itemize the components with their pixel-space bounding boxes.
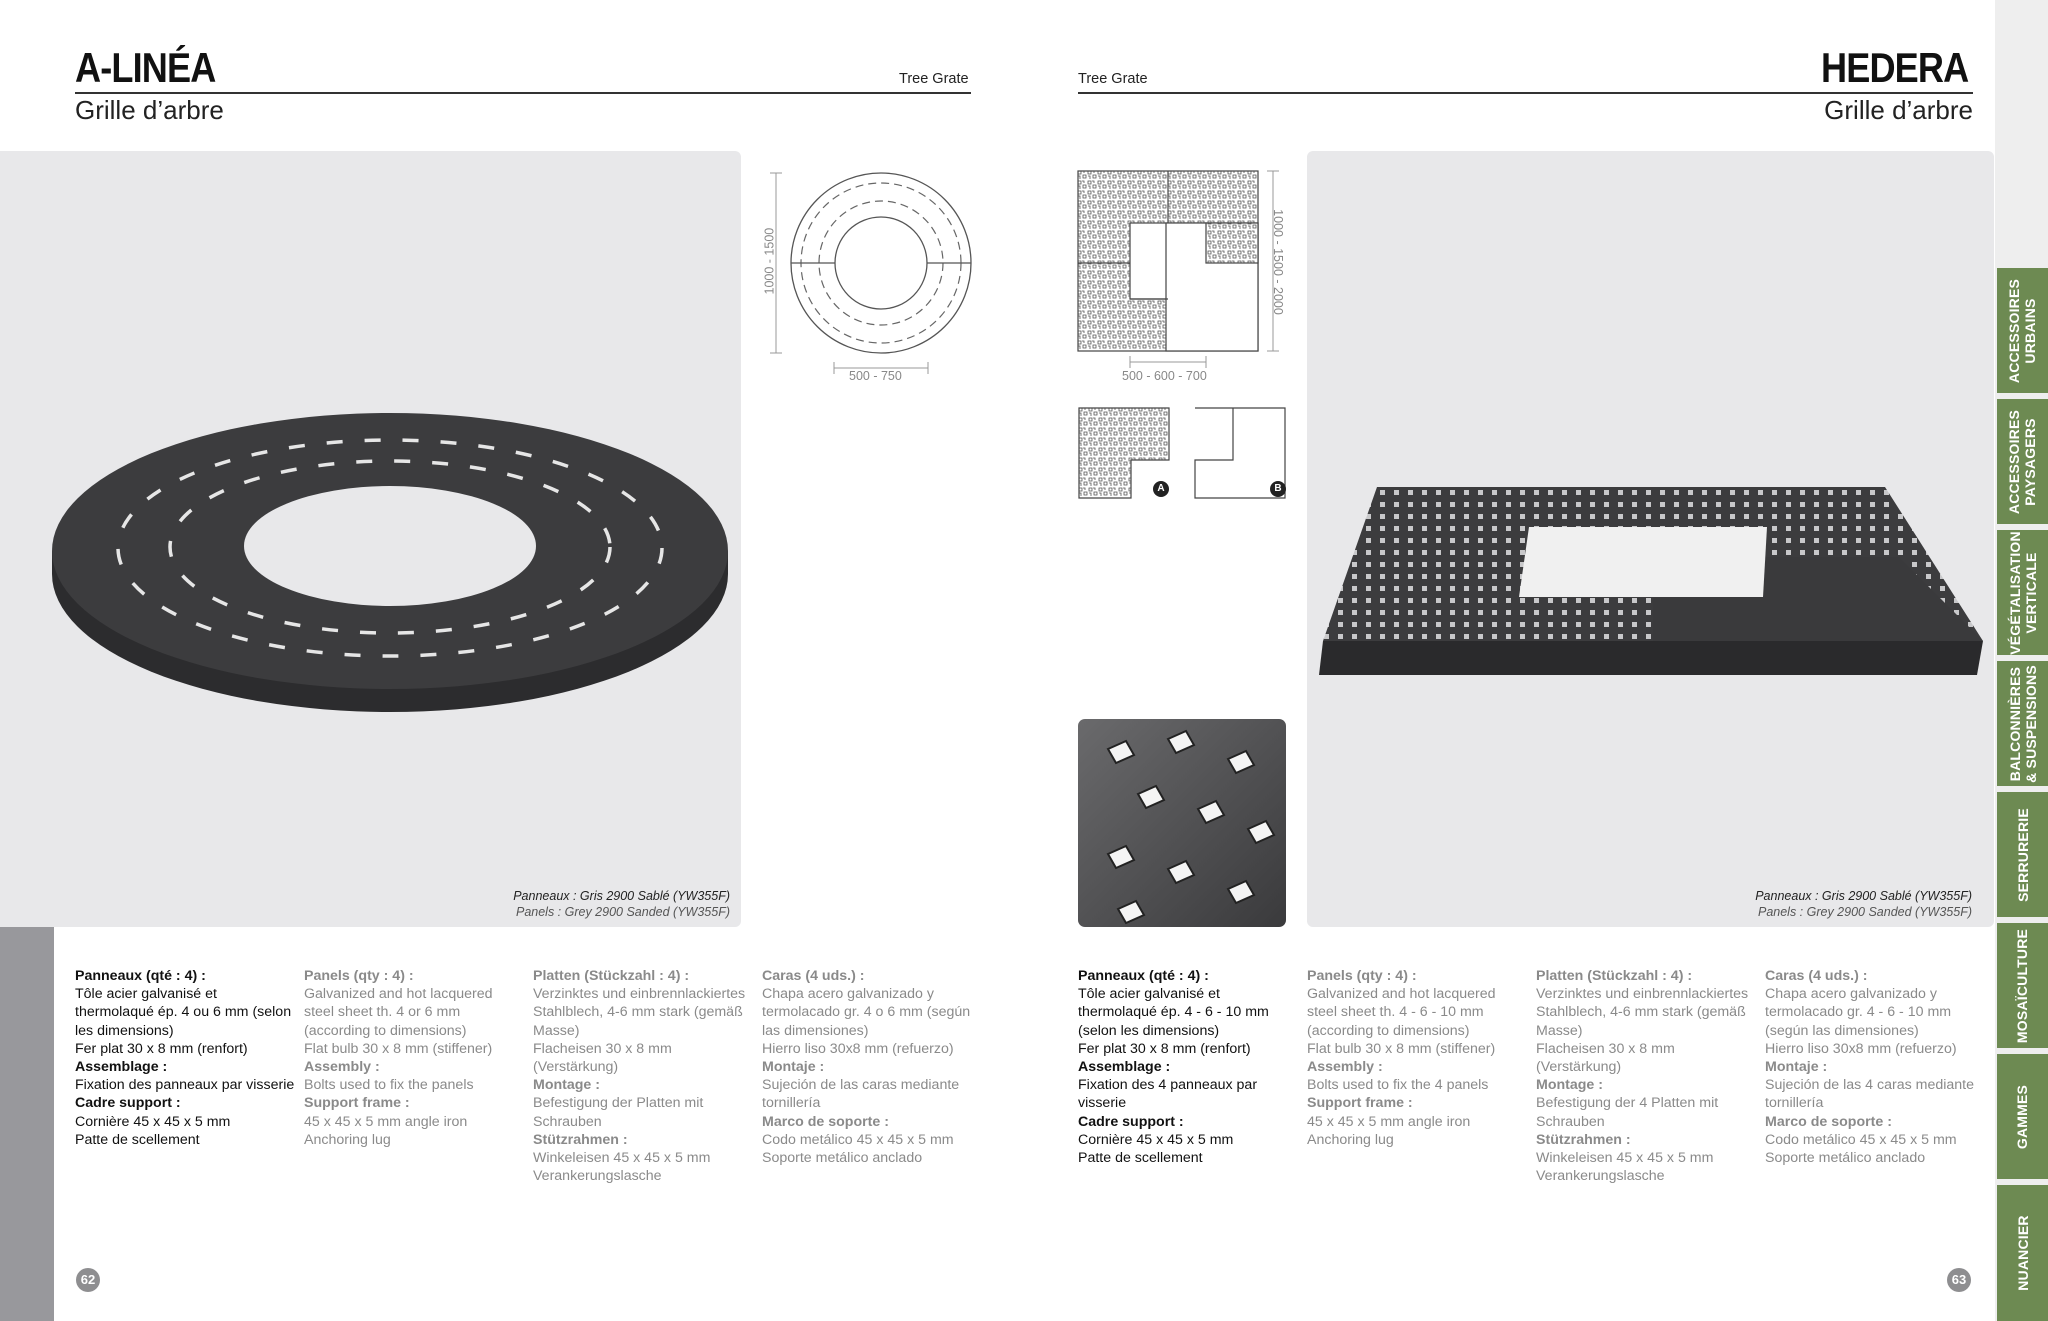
- spec-line: Bolts used to fix the 4 panels: [1307, 1077, 1489, 1094]
- panel-marker-b: B: [1270, 481, 1286, 497]
- spec-line: Cornière 45 x 45 x 5 mm: [1078, 1131, 1234, 1148]
- spec-heading: Montage :: [533, 1077, 600, 1094]
- spec-line: Fer plat 30 x 8 mm (renfort): [1078, 1040, 1251, 1057]
- left-product-subtitle: Grille d’arbre: [75, 95, 224, 125]
- right-specs-es: [1765, 967, 1987, 1167]
- left-header-rule: [75, 92, 971, 94]
- tab-label-line: VERTICALE: [2022, 551, 2039, 634]
- tab-label: [2015, 1084, 2031, 1148]
- right-category-label: Tree Grate: [1078, 71, 1148, 87]
- left-dim-vertical: 1000 - 1500: [762, 227, 777, 295]
- tab-label: [2015, 928, 2031, 1042]
- left-product-title: A-LINÉA: [75, 44, 216, 91]
- right-header-rule: [1078, 92, 1973, 94]
- right-specs-en: [1307, 967, 1529, 1149]
- tab-accessoires-urbains[interactable]: [1997, 268, 2048, 393]
- left-caption-line-2: Panels : Grey 2900 Sanded (YW355F): [515, 905, 730, 919]
- left-dim-horizontal: 500 - 750: [849, 369, 902, 383]
- tab-label-line: VÉGÉTALISATION: [2006, 530, 2023, 655]
- left-specs-de: [533, 967, 755, 1185]
- spec-line: 45 x 45 x 5 mm angle iron: [304, 1113, 468, 1130]
- spec-line: Fixation des 4 panneaux par visserie: [1078, 1077, 1258, 1112]
- spec-line: Patte de scellement: [1078, 1150, 1203, 1167]
- left-specs-es: [762, 967, 984, 1167]
- tab-label-line: PAYSAGERS: [2022, 417, 2039, 506]
- spec-line: Cornière 45 x 45 x 5 mm: [75, 1113, 231, 1130]
- spec-line: Winkeleisen 45 x 45 x 5 mm: [1536, 1150, 1714, 1167]
- tab-vegetalisation-verticale[interactable]: [1997, 530, 2048, 655]
- spec-heading: Support frame :: [1307, 1095, 1413, 1112]
- spec-line: Flacheisen 30 x 8 mm (Verstärkung): [533, 1040, 672, 1076]
- spec-heading: Assemblage :: [75, 1059, 168, 1076]
- spec-line: Patte de scellement: [75, 1131, 200, 1148]
- right-specs-fr: [1078, 967, 1300, 1167]
- spec-line: Codo metálico 45 x 45 x 5 mm: [1765, 1131, 1957, 1148]
- closeup-detail-photo: [1078, 719, 1286, 927]
- spec-heading: Assemblage :: [1078, 1059, 1171, 1076]
- spec-heading: Caras (4 uds.) :: [762, 968, 865, 984]
- left-page-number: 62: [76, 1268, 100, 1292]
- left-specs-en: [304, 967, 526, 1149]
- spec-line: Flacheisen 30 x 8 mm (Verstärkung): [1536, 1040, 1675, 1076]
- spec-line: Chapa acero galvanizado y termolacado gr. 4 o 6 mm (según las dimensiones): [762, 986, 971, 1039]
- tab-label: [2007, 278, 2039, 382]
- spec-line: 45 x 45 x 5 mm angle iron: [1307, 1113, 1471, 1130]
- right-specs-de: [1536, 967, 1758, 1185]
- tab-nuancier[interactable]: [1997, 1185, 2048, 1321]
- section-tabs: [1995, 0, 2048, 1321]
- spec-heading: Montage :: [1536, 1077, 1603, 1094]
- left-specs-fr: [75, 967, 297, 1149]
- spec-line: Soporte metálico anclado: [1765, 1150, 1926, 1167]
- right-page-number: 63: [1947, 1268, 1971, 1292]
- spec-line: Codo metálico 45 x 45 x 5 mm: [762, 1131, 954, 1148]
- spec-heading: Platten (Stückzahl : 4) :: [533, 968, 690, 984]
- spec-line: Verzinktes und einbrennlackiertes Stahlblech, 4-6 mm stark (gemäß Masse): [1536, 986, 1749, 1039]
- spec-line: Hierro liso 30x8 mm (refuerzo): [1765, 1040, 1957, 1057]
- spec-line: Sujeción de las caras mediante tornillería: [762, 1077, 960, 1112]
- right-caption-line-2: Panels : Grey 2900 Sanded (YW355F): [1757, 905, 1972, 919]
- tab-gammes[interactable]: [1997, 1054, 2048, 1179]
- spec-heading: Panels (qty : 4) :: [304, 968, 414, 984]
- spec-line: Bolts used to fix the panels: [304, 1077, 474, 1094]
- spec-heading: Stützrahmen :: [1536, 1131, 1631, 1148]
- spec-heading: Assembly :: [1307, 1059, 1383, 1076]
- tab-label: [2015, 808, 2031, 902]
- tab-label-line: BALCONNIÈRES: [2006, 666, 2023, 781]
- tab-label-line: SERRURERIE: [2014, 807, 2031, 902]
- spec-line: Soporte metálico anclado: [762, 1150, 923, 1167]
- right-dim-vertical: 1000 - 1500 - 2000: [1271, 209, 1285, 315]
- spec-line: Flat bulb 30 x 8 mm (stiffener): [304, 1040, 493, 1057]
- tab-label-line: URBAINS: [2022, 297, 2039, 364]
- spec-heading: Support frame :: [304, 1095, 410, 1112]
- spec-line: Galvanized and hot lacquered steel sheet th. 4 or 6 mm (according to dimensions): [304, 986, 493, 1039]
- spec-line: Fer plat 30 x 8 mm (renfort): [75, 1040, 248, 1057]
- tab-label-line: ACCESSOIRES: [2006, 409, 2023, 514]
- right-product-title: HEDERA: [1820, 44, 1968, 91]
- panel-marker-a: A: [1153, 481, 1169, 497]
- spec-line: Tôle acier galvanisé et thermolaqué ép. 4 - 6 - 10 mm (selon les dimensions): [1078, 986, 1269, 1039]
- tab-label: [2007, 531, 2039, 655]
- spec-heading: Marco de soporte :: [762, 1113, 889, 1130]
- spec-line: Anchoring lug: [304, 1131, 391, 1148]
- tab-mosaiculture[interactable]: [1997, 923, 2048, 1048]
- spec-line: Galvanized and hot lacquered steel sheet th. 4 - 6 - 10 mm (according to dimensions): [1307, 986, 1496, 1039]
- square-tree-grate-render: [1307, 151, 1994, 927]
- spec-line: Anchoring lug: [1307, 1131, 1394, 1148]
- tab-label-line: MOSAÏCULTURE: [2014, 928, 2031, 1043]
- left-product-photo: [0, 151, 741, 927]
- left-category-label: Tree Grate: [899, 71, 969, 87]
- spec-heading: Cadre support :: [75, 1095, 181, 1112]
- tab-label: [2015, 1215, 2031, 1291]
- tab-balconnieres-suspensions[interactable]: [1997, 661, 2048, 786]
- spec-heading: Caras (4 uds.) :: [1765, 968, 1868, 984]
- spec-line: Chapa acero galvanizado y termolacado gr. 4 - 6 - 10 mm (según las dimensiones): [1765, 986, 1952, 1039]
- spec-line: Verankerungslasche: [533, 1168, 662, 1185]
- tab-label-line: NUANCIER: [2014, 1215, 2031, 1291]
- spec-heading: Platten (Stückzahl : 4) :: [1536, 968, 1693, 984]
- right-product-subtitle: Grille d’arbre: [1824, 95, 1973, 125]
- tab-label: [2007, 409, 2039, 513]
- spec-heading: Montaje :: [1765, 1059, 1828, 1076]
- left-caption-line-1: Panneaux : Gris 2900 Sablé (YW355F): [513, 889, 730, 903]
- tab-accessoires-paysagers[interactable]: [1997, 399, 2048, 524]
- right-photo-caption: [1642, 888, 1972, 920]
- spec-line: Tôle acier galvanisé et thermolaqué ép. 4 ou 6 mm (selon les dimensions): [75, 986, 292, 1039]
- spec-heading: Cadre support :: [1078, 1113, 1184, 1130]
- spec-line: Hierro liso 30x8 mm (refuerzo): [762, 1040, 954, 1057]
- spec-heading: Panneaux (qté : 4) :: [75, 968, 206, 984]
- spec-heading: Panels (qty : 4) :: [1307, 968, 1417, 984]
- tab-label-line: ACCESSOIRES: [2006, 278, 2023, 383]
- right-product-photo: [1307, 151, 1994, 927]
- right-caption-line-1: Panneaux : Gris 2900 Sablé (YW355F): [1755, 889, 1972, 903]
- spec-heading: Panneaux (qté : 4) :: [1078, 968, 1209, 984]
- spec-line: Befestigung der 4 Platten mit Schrauben: [1536, 1095, 1719, 1130]
- spec-line: Verzinktes und einbrennlackiertes Stahlblech, 4-6 mm stark (gemäß Masse): [533, 986, 746, 1039]
- tab-serrurerie[interactable]: [1997, 792, 2048, 917]
- tab-label-line: GAMMES: [2014, 1084, 2031, 1149]
- spec-line: Befestigung der Platten mit Schrauben: [533, 1095, 704, 1130]
- tab-label-line: & SUSPENSIONS: [2022, 664, 2039, 783]
- spec-heading: Marco de soporte :: [1765, 1113, 1892, 1130]
- spec-line: Winkeleisen 45 x 45 x 5 mm: [533, 1150, 711, 1167]
- spec-heading: Assembly :: [304, 1059, 380, 1076]
- round-tree-grate-render: [0, 151, 741, 927]
- right-dim-horizontal: 500 - 600 - 700: [1122, 369, 1207, 383]
- round-grate-technical-drawing: [766, 163, 966, 383]
- spec-heading: Montaje :: [762, 1059, 825, 1076]
- spec-heading: Stützrahmen :: [533, 1131, 628, 1148]
- spec-line: Verankerungslasche: [1536, 1168, 1665, 1185]
- spec-line: Sujeción de las 4 caras mediante tornillería: [1765, 1077, 1974, 1112]
- left-photo-caption: [400, 888, 730, 920]
- tab-label: [2007, 665, 2039, 783]
- spec-line: Flat bulb 30 x 8 mm (stiffener): [1307, 1040, 1496, 1057]
- spec-line: Fixation des panneaux par visserie: [75, 1077, 295, 1094]
